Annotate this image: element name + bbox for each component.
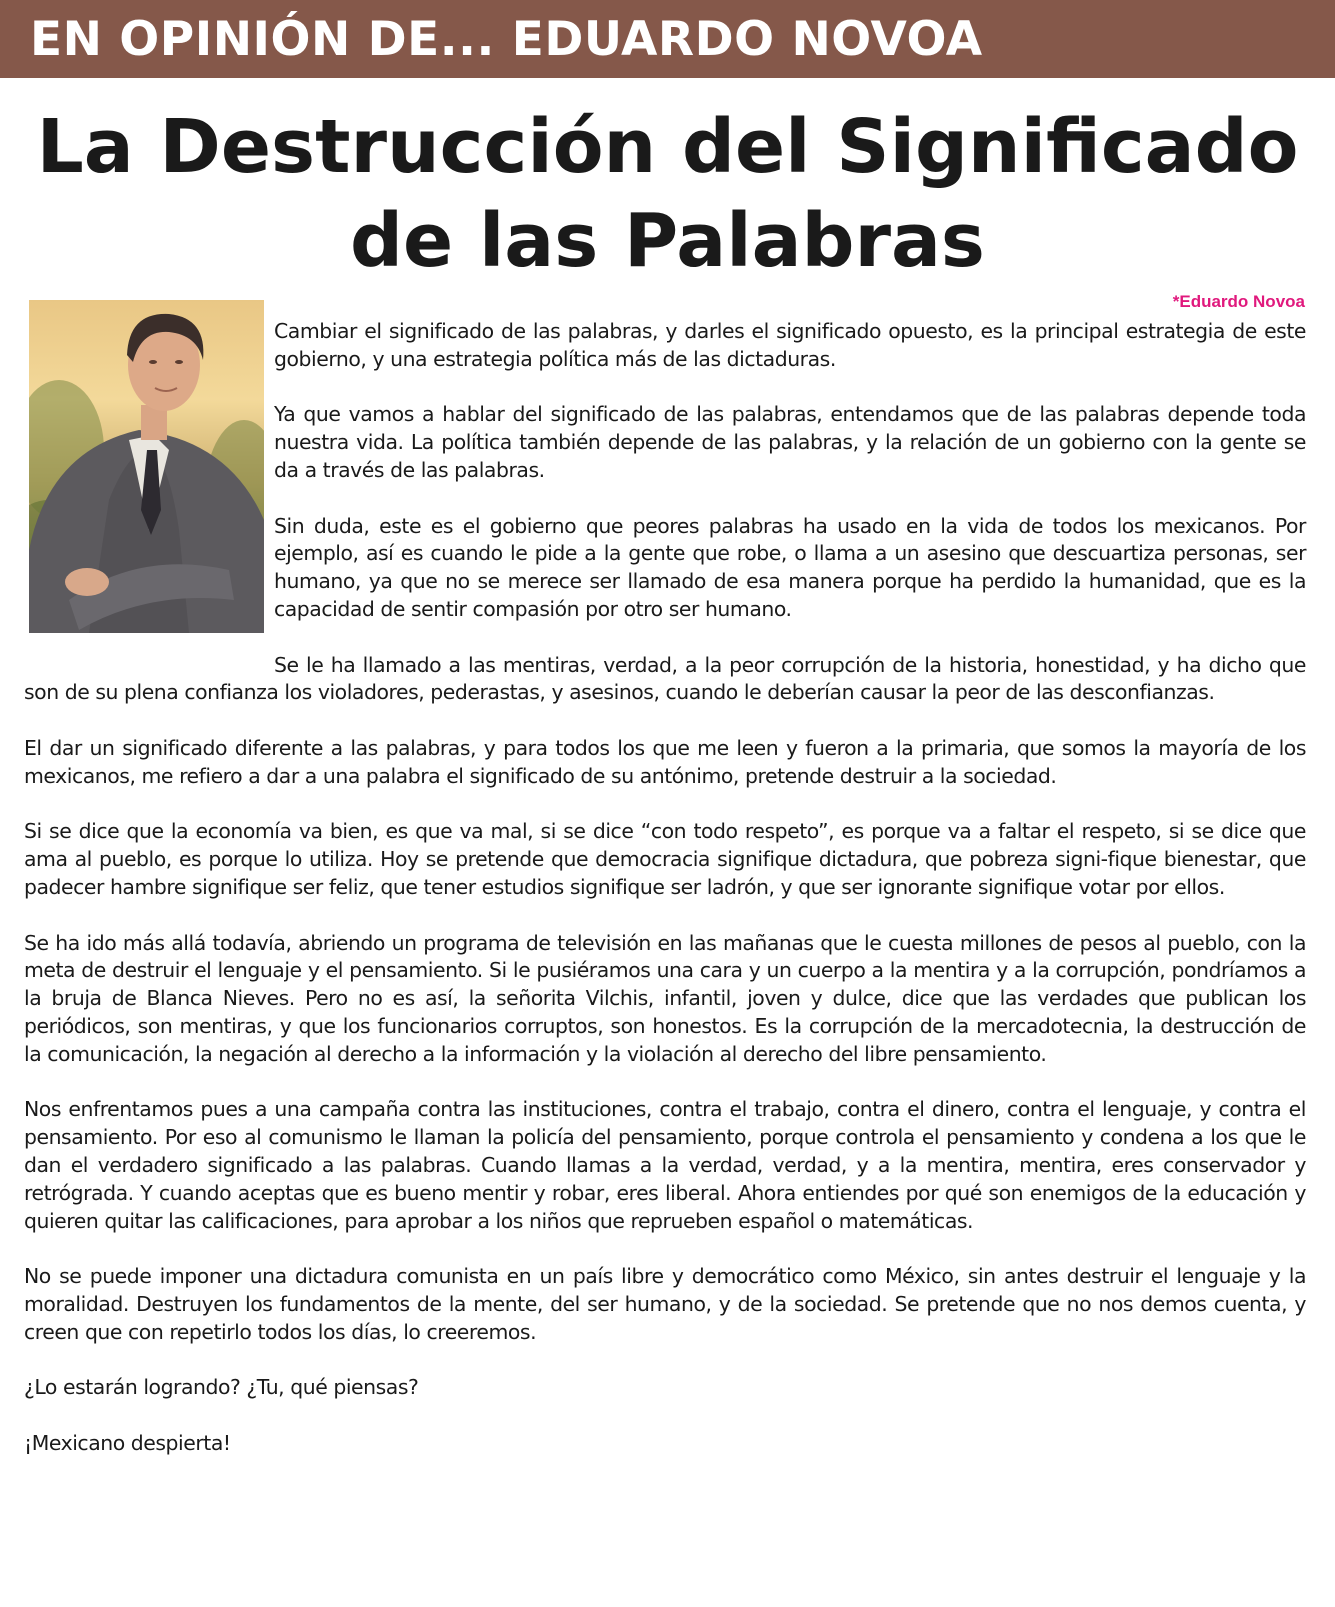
article-paragraph-4: Se le ha llamado a las mentiras, verdad, a la peor corrupción de la historia, honestidad, y ha dicho que son de su plena confianza los violadores, pederastas, y asesinos, cuando le deberían causar la peor de las desconfianzas. (24, 652, 1306, 705)
article-paragraph-3: Sin duda, este es el gobierno que peores palabras ha usado en la vida de todos los mexicanos. Por ejemplo, así es cuando le pide a la gente que robe, o llama a un asesino que descuartiza personas, ser humano, ya que no se merece ser llamado de esa manera porque ha perdido la humanidad, que es la capacidad de sentir compasión por otro ser humano. (274, 513, 1306, 621)
article-paragraph-8: Nos enfrentamos pues a una campaña contra las instituciones, contra el trabajo, contra el dinero, contra el lenguaje, y contra el pensamiento. Por eso al comunismo le llaman la policía del pensamiento, porque controla el pensamiento y condena a los que le dan el verdadero significado a las palabras. Cuando llamas a la verdad, verdad, y a la mentira, mentira, eres conservador y retrógrada. Y cuando aceptas que es bueno mentir y robar, eres liberal. Ahora entiendes por qué son enemigos de la educación y quieren quitar las calificaciones, para aprobar a los niños que reprueben español o matemáticas. (24, 1097, 1306, 1233)
section-banner (0, 0, 1335, 78)
photo-text-wrap (24, 318, 274, 654)
article-paragraph-11: ¡Mexicano despierta! (24, 1430, 231, 1455)
article-paragraph-7: Se ha ido más allá todavía, abriendo un programa de televisión en las mañanas que le cuesta millones de pesos al pueblo, con la meta de destruir el lenguaje y el pensamiento. Si le pusiéramos una cara y un cuerpo a la mentira y a la corrupción, pondríamos a la bruja de Blanca Nieves. Pero no es así, la señorita Vilchis, infantil, joven y dulce, dice que las verdades que publican los periódicos, son mentiras, y que los funcionarios corruptos, son honestos. Es la corrupción de la mercadotecnia, la destrucción de la comunicación, la negación al derecho a la información y la violación al derecho del libre pensamiento. (24, 930, 1306, 1066)
article-title-line-2: de las Palabras (350, 198, 985, 284)
article-title (0, 100, 1335, 288)
section-label: EN OPINIÓN DE... EDUARDO NOVOA (30, 11, 983, 67)
article-body (24, 318, 1306, 1485)
article-paragraph-9: No se puede imponer una dictadura comunista en un país libre y democrático como México, sin antes destruir el lenguaje y la moralidad. Destruyen los fundamentos de la mente, del ser humano, y de la sociedad. Se pretende que no nos demos cuenta, y creen que con repetirlo todos los días, lo creeremos. (24, 1264, 1306, 1344)
author-byline: *Eduardo Novoa (1172, 292, 1305, 311)
article-paragraph-1: Cambiar el significado de las palabras, y darles el significado opuesto, es la principal estrategia de este gobierno, y una estrategia política más de las dictaduras. (274, 319, 1306, 371)
article-paragraph-5: El dar un significado diferente a las palabras, y para todos los que me leen y fueron a la primaria, que somos la mayoría de los mexicanos, me refiero a dar a una palabra el significado de su antónimo, pretende destruir a la sociedad. (24, 735, 1306, 788)
article-paragraph-10: ¿Lo estarán logrando? ¿Tu, qué piensas? (24, 1375, 419, 1400)
article-title-line-1: La Destrucción del Significado (36, 104, 1299, 190)
article-paragraph-6: Si se dice que la economía va bien, es que va mal, si se dice “con todo respeto”, es porque va a faltar el respeto, si se dice que ama al pueblo, es porque lo utiliza. Hoy se pretende que democracia signifique dictadura, que pobreza signi-fique bienestar, que padecer hambre signifique ser feliz, que tener estudios signifique ser ladrón, y que ser ignorante signifique votar por ellos. (24, 819, 1306, 899)
article-paragraph-2: Ya que vamos a hablar del significado de las palabras, entendamos que de las palabras depende toda nuestra vida. La política también depende de las palabras, y la relación de un gobierno con la gente se da a través de las palabras. (274, 402, 1306, 482)
